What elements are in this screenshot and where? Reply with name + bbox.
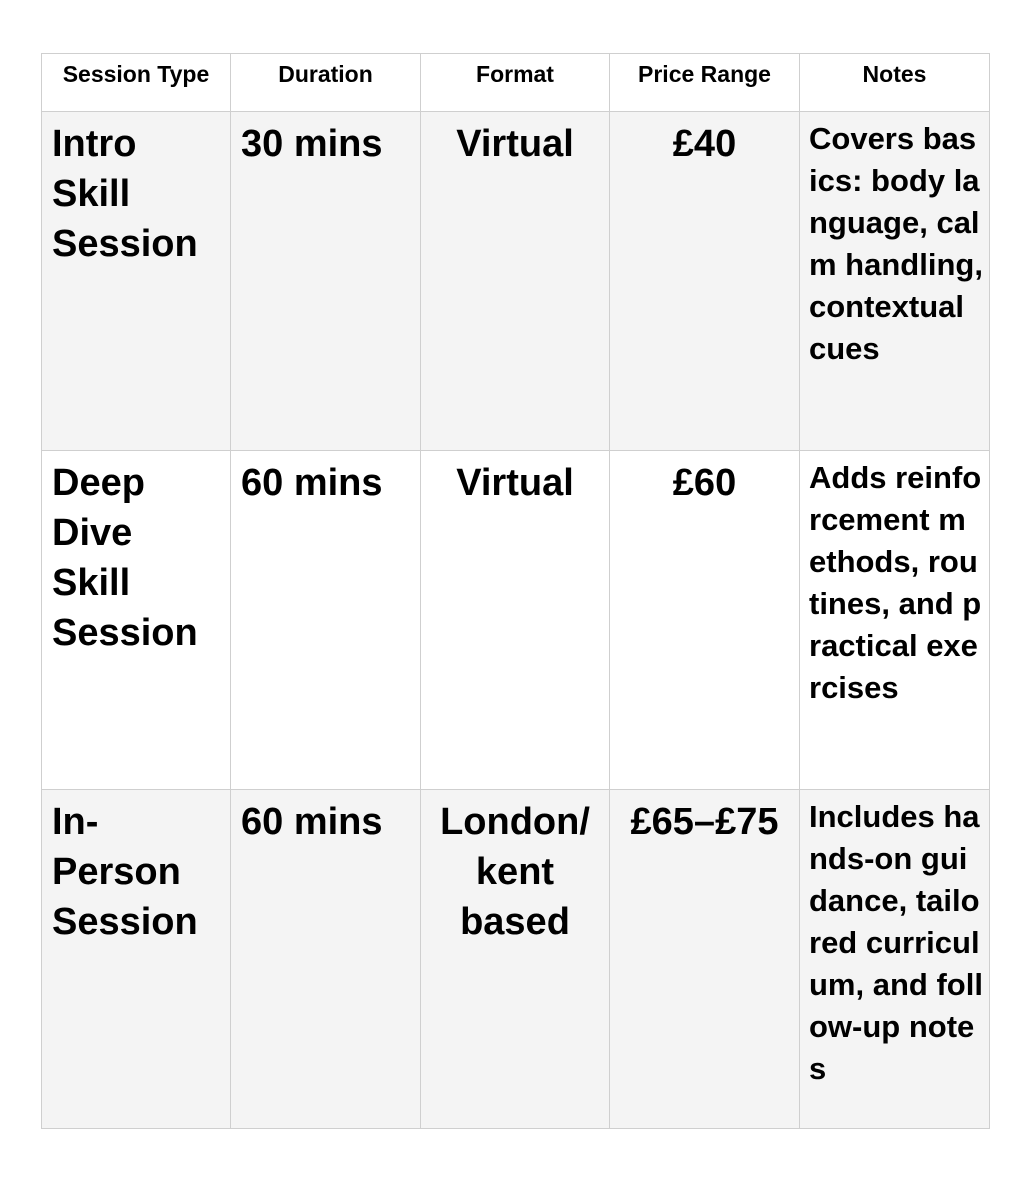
cell-format: London/ kent based xyxy=(421,790,610,1129)
cell-notes: Includes hands-on guidance, tailored curriculum, and follow-up notes xyxy=(800,790,990,1129)
header-notes: Notes xyxy=(800,54,990,112)
cell-duration: 60 mins xyxy=(231,790,421,1129)
cell-session-type: Intro Skill Session xyxy=(42,112,231,451)
header-format: Format xyxy=(421,54,610,112)
table-row xyxy=(42,451,990,790)
cell-notes: Covers basics: body language, calm handling, contextual cues xyxy=(800,112,990,451)
cell-format: Virtual xyxy=(421,112,610,451)
cell-session-type: In-Person Session xyxy=(42,790,231,1129)
cell-price: £65–£75 xyxy=(610,790,800,1129)
header-duration: Duration xyxy=(231,54,421,112)
session-pricing-table xyxy=(41,53,990,1129)
cell-format: Virtual xyxy=(421,451,610,790)
header-session-type: Session Type xyxy=(42,54,231,112)
header-row xyxy=(42,54,990,112)
table-row xyxy=(42,112,990,451)
cell-price: £40 xyxy=(610,112,800,451)
table-row xyxy=(42,790,990,1129)
cell-notes: Adds reinforcement methods, routines, and practical exercises xyxy=(800,451,990,790)
cell-duration: 60 mins xyxy=(231,451,421,790)
header-price-range: Price Range xyxy=(610,54,800,112)
cell-duration: 30 mins xyxy=(231,112,421,451)
cell-session-type: Deep Dive Skill Session xyxy=(42,451,231,790)
cell-price: £60 xyxy=(610,451,800,790)
